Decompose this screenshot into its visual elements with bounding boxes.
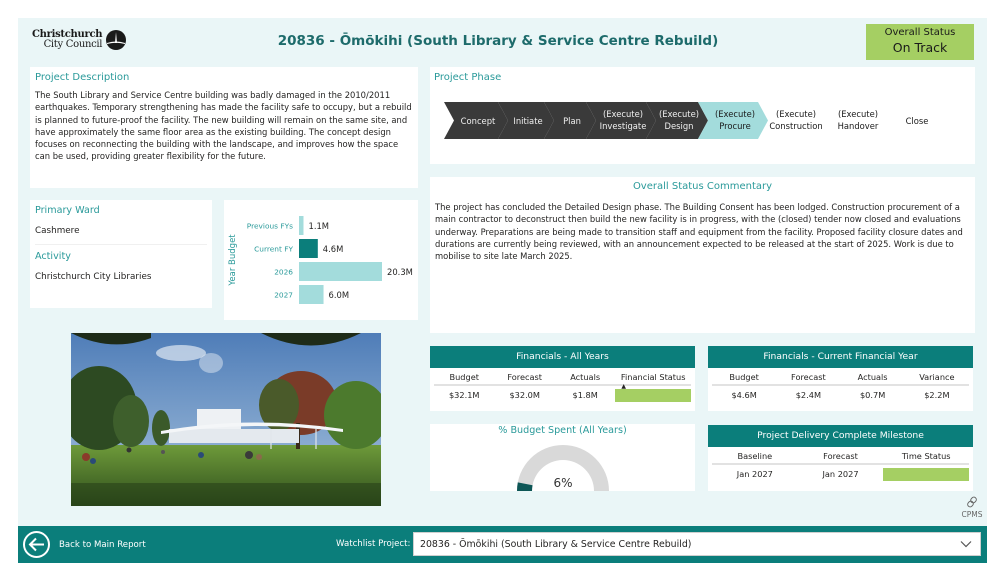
chevron-down-icon [960,539,972,549]
chart-y-axis-label: Year Budget [228,234,238,286]
chart-category-label: Current FY [254,244,293,254]
cpms-label: CPMS [961,510,983,519]
link-icon [966,496,978,508]
forecast-value: $2.4M [795,390,822,400]
chart-data-label: 20.3M [387,267,413,277]
col-header-financial-status[interactable] [615,368,691,390]
phase-label: Plan [563,116,581,126]
watchlist-selected-value: 20836 - Ōmōkihi (South Library & Service Centre Rebuild) [420,538,692,550]
col-header-forecast: Forecast [776,368,840,386]
actuals-value: $1.8M [572,390,598,400]
col-header-budget: Budget [434,368,494,386]
phase-label: Close [905,116,929,126]
chart-bar[interactable] [299,239,318,258]
chart-data-label: 1.1M [308,221,330,231]
col-header-forecast: Forecast [494,368,554,386]
actuals-value: $0.7M [859,390,886,400]
phase-label: (Execute) Construction [769,109,823,131]
forecast-value: $32.0M [509,390,540,400]
phase-step-concept [444,102,508,139]
financials-current-year-title: Financials - Current Financial Year [708,346,973,368]
budget-value: $4.6M [731,390,757,400]
project-phase-title: Project Phase [434,72,502,83]
page-title: 20836 - Ōmōkihi (South Library & Service Centre Rebuild) [277,33,719,49]
council-emblem-icon [105,29,127,51]
status-commentary-text: The project has concluded the Detailed Design phase. The Building Consent has been lodged. Construction procurement of a main contractor to deconstruct then build the new facility is in progress, with the (closed) tender now closed and evaluations underway. Preparations are being made to transition staff and equipment from the facility. Proposed facility closure dates and durations are currently being reviewed, with an announcement expected to be released at the start of 2025. Work is due to mobilise to site late March 2025. [435,202,963,262]
financials-all-years-table [430,346,695,411]
primary-ward-label: Primary Ward [35,205,100,216]
logo-line2: City Council [43,39,103,50]
phase-label: (Execute) Handover [837,109,879,131]
col-header-actuals: Actuals [841,368,905,386]
ward-activity-card [30,200,212,308]
delivery-milestone-title: Project Delivery Complete Milestone [708,425,973,447]
project-phase-card [430,67,975,164]
footer-bar [18,526,987,563]
status-commentary-title: Overall Status Commentary [632,181,773,192]
col-header-time-status: Time Status [883,447,969,465]
building-photo-illustration [71,333,381,506]
phase-step-procure [698,102,768,139]
delivery-milestone-table [708,425,973,491]
time-status-indicator [883,468,969,481]
chart-category-label: 2026 [274,267,293,277]
watchlist-label: Watchlist Project: [336,539,411,549]
baseline-value: Jan 2027 [736,469,773,479]
chart-bar[interactable] [299,216,303,235]
phase-step-handover [838,109,879,131]
chart-data-label: 4.6M [322,244,344,254]
variance-value: $2.2M [924,390,950,400]
col-header-variance: Variance [905,368,969,386]
overall-status-label: Overall Status [884,27,956,38]
phase-label: (Execute) Design [658,109,700,131]
col-header-forecast: Forecast [798,447,884,465]
phase-strip [444,102,969,139]
chart-bar[interactable] [299,285,324,304]
phase-step-construction [769,109,822,131]
watchlist-project-dropdown[interactable] [413,532,981,556]
phase-label: Initiate [513,116,543,126]
overall-status-badge [866,24,974,60]
back-arrow-icon [22,530,51,559]
financials-all-years-title: Financials - All Years [430,346,695,368]
overall-status-value: On Track [892,40,948,55]
sort-ascending-icon: ▲ [621,383,627,390]
phase-chevrons [444,102,969,139]
budget-value: $32.1M [448,390,480,400]
chart-data-label: 6.0M [328,290,350,300]
activity-label: Activity [35,251,71,262]
phase-step-close [906,116,929,126]
col-header-baseline: Baseline [712,447,798,465]
year-budget-chart-card [224,200,418,320]
col-header-budget: Budget [712,368,776,386]
phase-label: (Execute) Procure [714,109,756,131]
budget-spent-gauge-card [430,424,695,491]
project-description-title: Project Description [35,72,130,83]
status-commentary-card [430,177,975,333]
activity-value: Christchurch City Libraries [35,272,152,282]
forecast-value: Jan 2027 [822,469,859,479]
phase-step-investigate [586,102,656,139]
chart-category-label: Previous FYs [246,221,293,231]
primary-ward-value: Cashmere [35,226,207,245]
logo-line1: Christchurch [32,29,103,40]
back-button-label: Back to Main Report [59,539,146,550]
project-description-card [30,67,418,188]
gauge-value-label: 6% [553,476,573,490]
christchurch-logo [32,29,127,51]
budget-spent-title: % Budget Spent (All Years) [498,425,627,436]
phase-label: (Execute) Investigate [599,109,647,131]
budget-spent-gauge [430,439,695,491]
col-header-actuals: Actuals [555,368,615,386]
back-to-main-report-button[interactable] [22,530,146,559]
phase-label: Concept [460,116,496,126]
financials-current-year-table [708,346,973,411]
chart-bar[interactable] [299,262,382,281]
cpms-link[interactable] [958,496,986,519]
financial-status-header-label: Financial Status [620,372,686,382]
project-rendering-image [71,333,381,506]
year-budget-chart [224,200,418,320]
report-canvas [18,18,987,563]
chart-category-label: 2027 [274,290,293,300]
financial-status-indicator [615,389,691,402]
project-description-text: The South Library and Service Centre building was badly damaged in the 2010/2011 earthquakes. Temporary strengthening has made the facility safe to occupy, but a rebuild is planned to future-proof the facility. The new building will remain on the same site, and have approximately the same floor area as the existing building. The concept design focuses on reconnecting the building with the landscape, and improves how the space can be used, providing greater flexibility for the future. [35,90,412,162]
